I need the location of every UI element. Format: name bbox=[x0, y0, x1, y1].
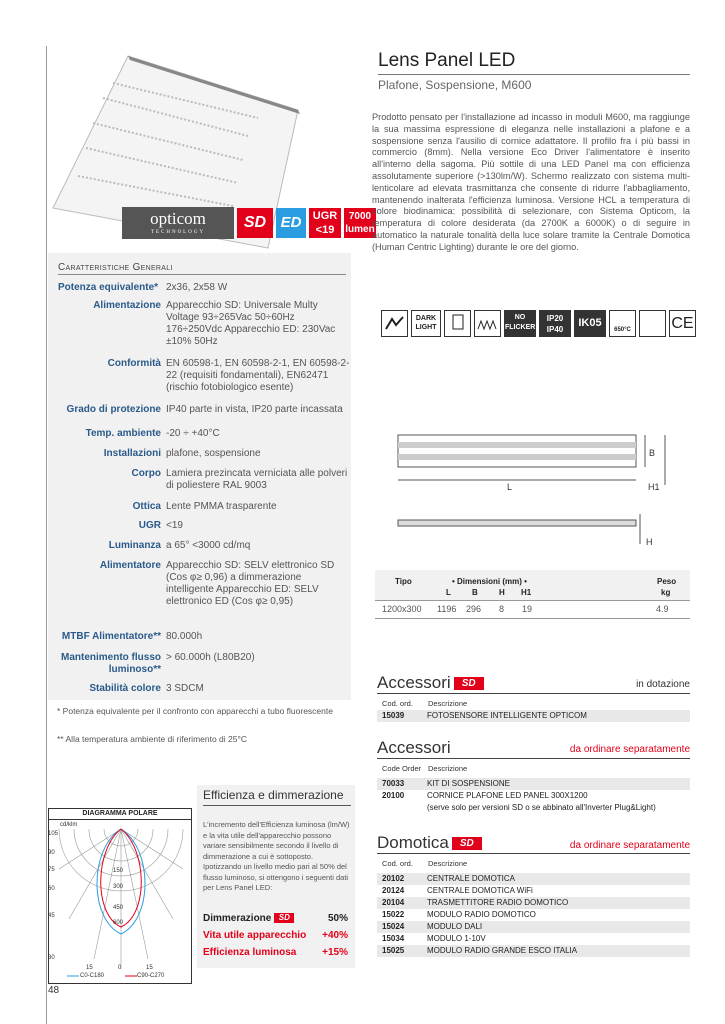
spec-label: Luminanza bbox=[108, 540, 161, 551]
spec-value: EN 60598-1, EN 60598-2-1, EN 60598-2-22 (requisiti fondamentali), EN62471 (rischio fotobiologico esente) bbox=[166, 358, 350, 393]
polar-ring-label: 450 bbox=[113, 905, 124, 911]
section-rule bbox=[377, 693, 690, 694]
polar-tick-center: 0 bbox=[118, 965, 122, 971]
polar-angle-label: 90 bbox=[48, 850, 55, 856]
plug-light-icon bbox=[444, 310, 471, 337]
spec-value: 3 SDCM bbox=[166, 683, 204, 694]
empty-square-icon bbox=[639, 310, 666, 337]
page-subtitle: Plafone, Sospensione, M600 bbox=[378, 78, 532, 92]
th-h1: H1 bbox=[521, 588, 532, 597]
spec-label: Conformità bbox=[107, 358, 161, 369]
domotica-note: da ordinare separatamente bbox=[569, 840, 690, 851]
spec-label: Alimentatore bbox=[99, 560, 161, 571]
certification-icons bbox=[381, 310, 696, 337]
polar-diagram bbox=[48, 808, 192, 984]
order-code: 15024 bbox=[382, 922, 405, 931]
table-row bbox=[377, 921, 690, 933]
ed-badge: ED bbox=[276, 208, 306, 238]
col-code: Cod. ord. bbox=[382, 699, 413, 708]
col-code: Cod. ord. bbox=[382, 859, 413, 868]
spec-value: 2x36, 2x58 W bbox=[166, 282, 228, 293]
spec-label: Potenza equivalente* bbox=[58, 282, 159, 293]
ugr-badge: UGR <19 bbox=[309, 208, 341, 238]
margin-rule bbox=[46, 46, 47, 1024]
polar-tick-left: 15 bbox=[86, 965, 93, 971]
spec-label: Alimentazione bbox=[93, 300, 161, 311]
polar-ring-label: 600 bbox=[113, 920, 124, 926]
cell-tipo: 1200x300 bbox=[382, 604, 422, 614]
table-row bbox=[377, 897, 690, 909]
spec-value: plafone, sospensione bbox=[166, 448, 261, 459]
sd-badge: SD bbox=[452, 837, 482, 850]
spec-label: Corpo bbox=[131, 468, 161, 479]
table-row bbox=[377, 933, 690, 945]
legend-c0: C0-C180 bbox=[80, 973, 105, 979]
th-l: L bbox=[446, 588, 451, 597]
lamp-icon bbox=[381, 310, 408, 337]
cell-h1: 19 bbox=[522, 604, 533, 614]
polar-angle-label: 60 bbox=[48, 886, 55, 892]
page-number: 48 bbox=[48, 985, 60, 996]
ik-rating-icon: IK05 bbox=[574, 310, 606, 337]
cell-h: 8 bbox=[499, 604, 505, 614]
order-code: 20102 bbox=[382, 874, 405, 883]
vita-utile-row: Vita utile apparecchio +40% bbox=[203, 930, 348, 941]
spec-value: > 60.000h (L80B20) bbox=[166, 652, 255, 663]
order-code: 15025 bbox=[382, 946, 405, 955]
spec-label: Grado di protezione bbox=[66, 404, 161, 415]
item-description: TRASMETTITORE RADIO DOMOTICO bbox=[427, 898, 569, 907]
ce-mark-icon: CE bbox=[669, 310, 696, 337]
spec-label: Mantenimento flusso luminoso** bbox=[61, 652, 162, 675]
order-code: 15034 bbox=[382, 934, 405, 943]
accessori-title: Accessori bbox=[377, 738, 451, 757]
order-code: 20104 bbox=[382, 898, 405, 907]
page-title: Lens Panel LED bbox=[378, 50, 516, 71]
polar-tick-right: 15 bbox=[146, 965, 153, 971]
polar-angle-label: 75 bbox=[48, 867, 55, 873]
table-rule bbox=[375, 600, 690, 601]
cell-l: 1196 bbox=[437, 604, 457, 614]
th-kg: kg bbox=[661, 588, 671, 597]
item-description: (serve solo per versioni SD o se abbinato all'Inverter Plug&Light) bbox=[427, 803, 656, 812]
spec-value: a 65° <3000 cd/mq bbox=[166, 540, 251, 551]
specs-rule bbox=[58, 274, 346, 275]
table-row bbox=[377, 873, 690, 885]
spec-value: Apparecchio SD: SELV elettronico SD (Cos φ≥ 0,96) a dimmerazione intelligente Apparecchio ED: SELV elettronico ED (Cos φ≥ 0,95) bbox=[166, 560, 335, 607]
polar-ring-label: 300 bbox=[113, 884, 124, 890]
section-rule bbox=[377, 758, 690, 759]
section-rule bbox=[377, 853, 690, 854]
item-description: MODULO RADIO GRANDE ESCO ITALIA bbox=[427, 946, 578, 955]
order-code: 20100 bbox=[382, 791, 405, 800]
spec-label: MTBF Alimentatore** bbox=[61, 631, 161, 642]
col-desc: Descrizione bbox=[428, 699, 468, 708]
spec-value: -20 ÷ +40°C bbox=[166, 428, 220, 439]
spec-label: Ottica bbox=[132, 501, 161, 512]
order-code: 15039 bbox=[382, 711, 405, 720]
install-icon bbox=[474, 310, 501, 337]
spec-value: Apparecchio SD: Universale Multy Voltage 93÷265Vac 50÷60Hz 176÷250Vdc Apparecchio ED: 230Vac ±10% 50Hz bbox=[166, 300, 336, 347]
glow-wire-icon: 650°C bbox=[609, 310, 636, 337]
spec-value: <19 bbox=[166, 520, 183, 531]
table-row bbox=[377, 790, 690, 802]
spec-value: IP40 parte in vista, IP20 parte incassata bbox=[166, 404, 343, 415]
accessori-sd-title: Accessori SD bbox=[377, 673, 484, 693]
polar-title: DIAGRAMMA POLARE bbox=[48, 808, 192, 820]
col-code: Code Order bbox=[382, 764, 422, 773]
spec-value: Lente PMMA trasparente bbox=[166, 501, 277, 512]
domotica-title: Domotica SD bbox=[377, 833, 482, 853]
table-rule bbox=[375, 618, 690, 619]
footnote-1: * Potenza equivalente per il confronto con apparecchi a tubo fluorescente bbox=[57, 706, 333, 716]
table-row bbox=[377, 710, 690, 722]
badge-bar bbox=[122, 207, 376, 239]
table-row bbox=[377, 885, 690, 897]
item-description: MODULO DALI bbox=[427, 922, 483, 931]
footnote-2: ** Alla temperatura ambiente di riferimento di 25°C bbox=[57, 734, 248, 744]
efficienza-row: Efficienza luminosa +15% bbox=[203, 947, 348, 958]
item-description: MODULO RADIO DOMOTICO bbox=[427, 910, 536, 919]
dim-label-h1: H1 bbox=[648, 482, 660, 492]
legend-c90: C90-C270 bbox=[137, 973, 165, 979]
no-flicker-icon: NO FLICKER bbox=[504, 310, 536, 337]
spec-value: 80.000h bbox=[166, 631, 203, 642]
polar-angle-label: 45 bbox=[48, 913, 55, 919]
th-tipo: Tipo bbox=[395, 577, 412, 586]
dimmerazione-row: Dimmerazione SD 50% bbox=[203, 913, 348, 924]
sd-badge: SD bbox=[237, 208, 273, 238]
dim-label-l: L bbox=[507, 482, 513, 492]
dim-label-h: H bbox=[646, 537, 653, 547]
item-description: KIT DI SOSPENSIONE bbox=[427, 779, 510, 788]
product-description: Prodotto pensato per l'installazione ad incasso in moduli M600, ma raggiunge la sua massima espressione di eleganza nelle installazioni a plafone e a sospensione senza l'ausilio di cornice adattatore. Il profilo fra i più bassi in commercio (8mm). Nella versione Eco Driver l'alimentatore è inserito all'interno della sagoma. Più sottile di una LED Panel ma con efficienza assolutamente superiore (>130lm/W). Schermo realizzato con sistema multi-lenticolare ad elevata trasmittanza che consente di ridurre l'abbagliamento, mantenendo inalterata l'efficienza luminosa. Versione HCL a temperatura di colore biodinamica: possibilità di selezionare, con Sistema Opticom, la temperatura di colore desiderata (da 2700K a 6000K) o di seguire in automatico la naturale tonalità della luce solare tramite la Centrale Domotica (Human Centric Lighting) durante le ore del giorno. bbox=[372, 112, 690, 252]
polar-ring-label: 150 bbox=[113, 868, 124, 874]
dim-label-b: B bbox=[649, 448, 656, 458]
polar-angle-label: 30 bbox=[48, 955, 55, 961]
specs-section-title: Caratteristiche Generali bbox=[58, 262, 173, 273]
th-h: H bbox=[499, 588, 505, 597]
spec-value: Lamiera prezincata verniciata alle polveri di poliestere RAL 9003 bbox=[166, 468, 348, 491]
accessori-note: da ordinare separatamente bbox=[569, 744, 690, 755]
efficiency-rule bbox=[203, 805, 351, 806]
item-description: FOTOSENSORE INTELLIGENTE OPTICOM bbox=[427, 711, 587, 720]
item-description: CENTRALE DOMOTICA WiFi bbox=[427, 886, 533, 895]
spec-label: Stabilità colore bbox=[89, 683, 161, 694]
col-desc: Descrizione bbox=[428, 859, 468, 868]
spec-label: Installazioni bbox=[103, 448, 161, 459]
polar-angle-label: 105 bbox=[48, 831, 59, 837]
opticom-logo: opticom TECHNOLOGY bbox=[122, 207, 234, 239]
item-description: CENTRALE DOMOTICA bbox=[427, 874, 516, 883]
ip-rating-icon: IP20 IP40 bbox=[539, 310, 571, 337]
table-row bbox=[377, 802, 690, 814]
accessori-sd-note: in dotazione bbox=[636, 679, 690, 690]
table-row bbox=[377, 778, 690, 790]
th-peso: Peso bbox=[657, 577, 677, 586]
th-b: B bbox=[472, 588, 478, 597]
sd-badge: SD bbox=[454, 677, 484, 690]
dark-light-icon: DARK LIGHT bbox=[411, 310, 441, 337]
table-row bbox=[377, 909, 690, 921]
th-dimensioni: • Dimensioni (mm) • bbox=[452, 577, 527, 586]
table-row bbox=[377, 945, 690, 957]
efficiency-text: L'incremento dell'Efficienza luminosa (lm/W) e la vita utile dell'apparecchio possono variare sensibilmente secondo il livello di dimmerazione a cui è sottoposto. Ipotizzando un livello medio pari al 50% del flusso luminoso, si ottengono i seguenti dati per Lens Panel LED: bbox=[203, 820, 350, 892]
efficiency-title: Efficienza e dimmerazione bbox=[203, 788, 344, 802]
cell-peso: 4.9 bbox=[656, 604, 669, 614]
order-code: 70033 bbox=[382, 779, 405, 788]
spec-label: Temp. ambiente bbox=[85, 428, 161, 439]
polar-unit: cd/klm bbox=[60, 822, 78, 828]
dim-table-header bbox=[375, 570, 690, 600]
order-code: 20124 bbox=[382, 886, 405, 895]
item-description: MODULO 1-10V bbox=[427, 934, 486, 943]
lumen-badge: 7000 lumen bbox=[344, 208, 376, 238]
spec-label: UGR bbox=[138, 520, 161, 531]
cell-b: 296 bbox=[466, 604, 482, 614]
col-desc: Descrizione bbox=[428, 764, 468, 773]
order-code: 15022 bbox=[382, 910, 405, 919]
sd-badge: SD bbox=[274, 913, 294, 923]
item-description: CORNICE PLAFONE LED PANEL 300X1200 bbox=[427, 791, 588, 800]
title-rule bbox=[378, 74, 690, 75]
